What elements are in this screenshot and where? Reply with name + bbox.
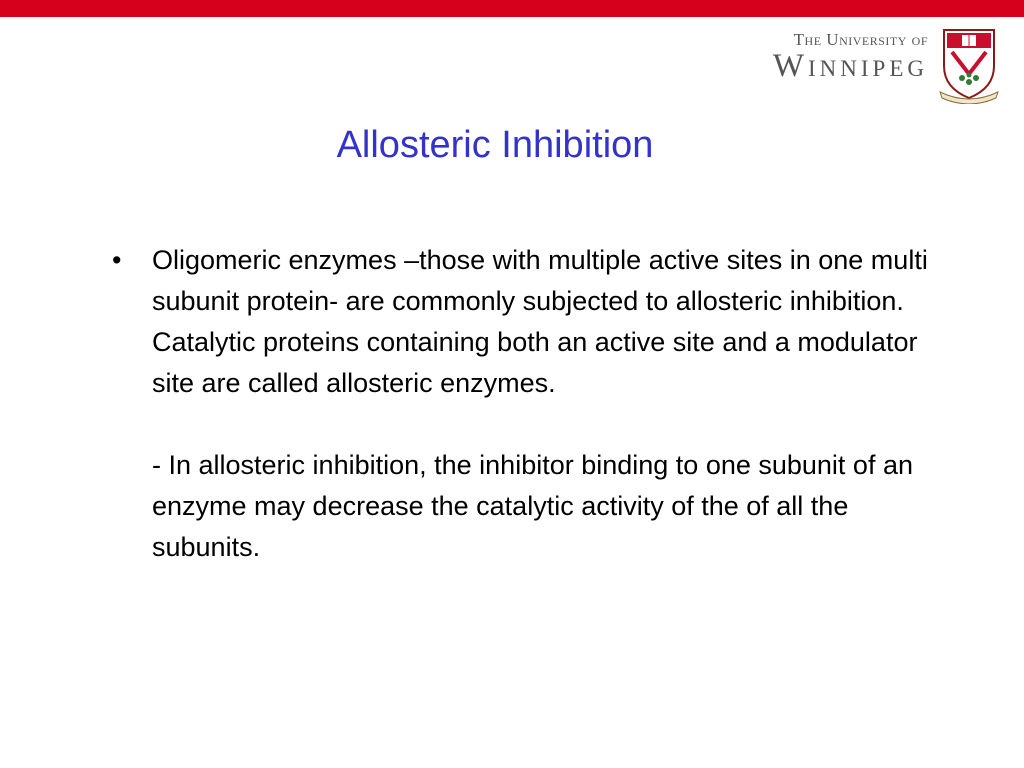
bullet-paragraph-2: - In allosteric inhibition, the inhibitor binding to one subunit of an enzyme may decrease the catalytic activity of the of all the subunits.: [152, 450, 913, 562]
university-logo: [732, 26, 1004, 106]
bullet-paragraph-1: Oligomeric enzymes –those with multiple active sites in one multi subunit protein- are commonly subjected to allosteric inhibition. Catalytic proteins containing both an active site and a modulator site are called allosteric enzymes.: [152, 245, 928, 398]
slide-title: Allosteric Inhibition: [336, 124, 654, 166]
university-crest-icon: [938, 26, 1000, 104]
wordmark-line-1: The University of: [793, 30, 928, 49]
bullet-icon: •: [112, 245, 122, 275]
top-accent-bar: [0, 0, 1024, 17]
bullet-item: [112, 240, 932, 404]
university-wordmark: [732, 26, 932, 96]
slide-body: [112, 240, 932, 568]
wordmark-line-2: Winnipeg: [772, 48, 928, 84]
